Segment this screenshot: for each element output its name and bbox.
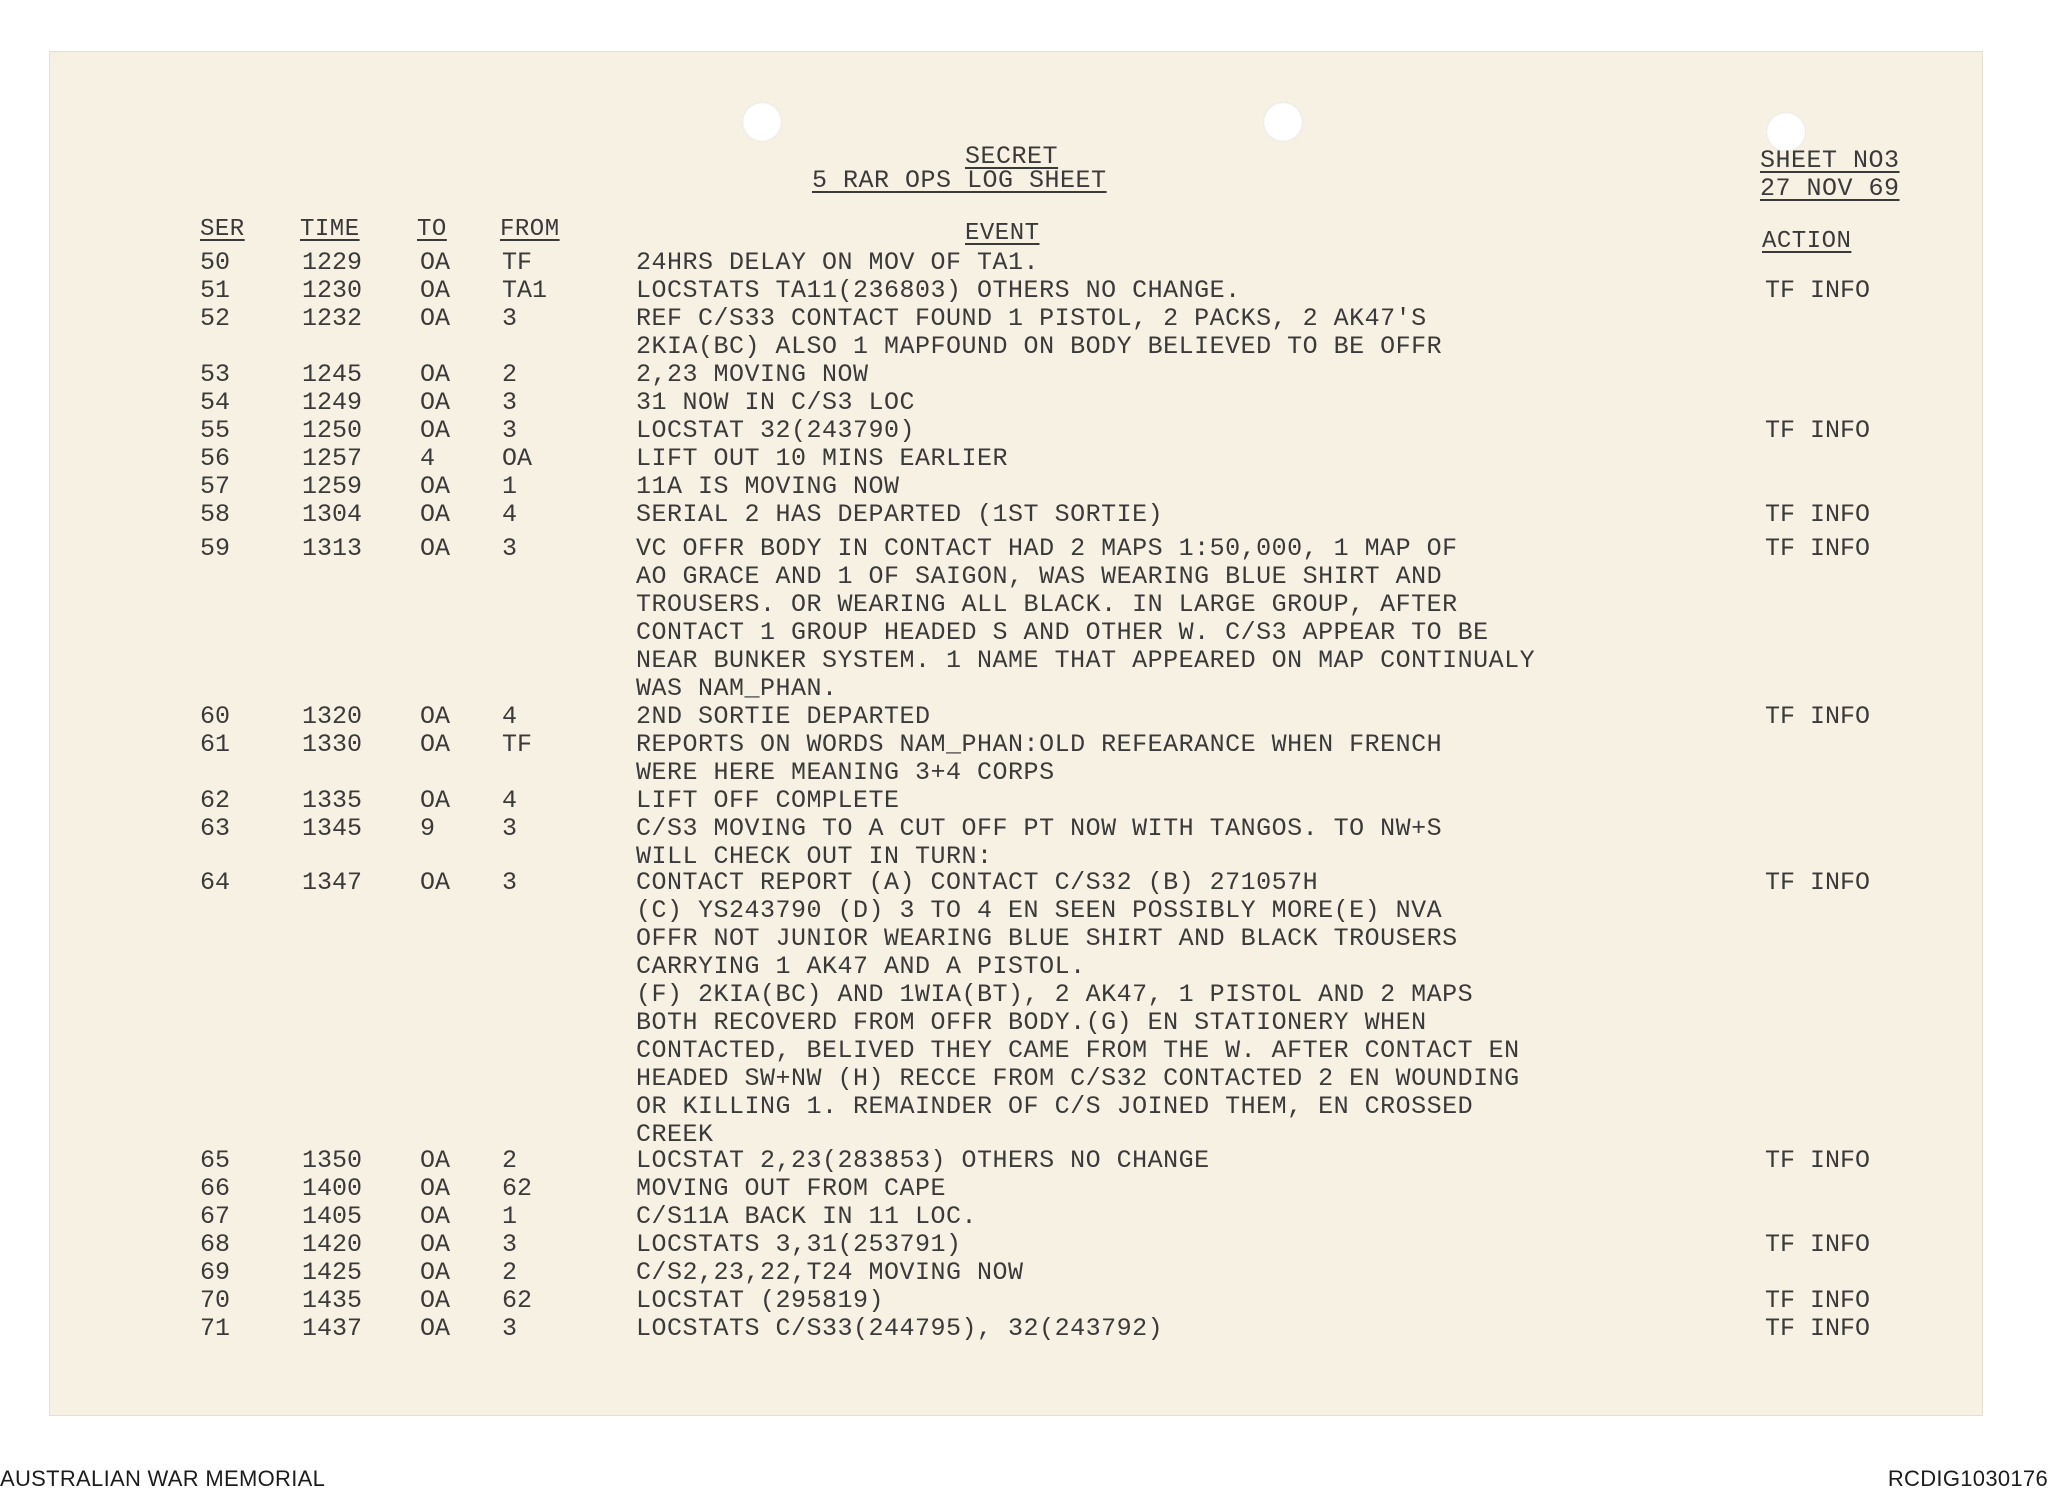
from-cell: 1 [502, 472, 518, 501]
column-header-ser: SER [200, 216, 245, 243]
event-line: OFFR NOT JUNIOR WEARING BLUE SHIRT AND BLACK TROUSERS [636, 924, 1458, 953]
time-cell: 1345 [302, 814, 363, 843]
time-cell: 1347 [302, 868, 363, 897]
to-cell: OA [420, 304, 451, 333]
time-cell: 1313 [302, 534, 363, 563]
action-cell: TF INFO [1765, 1230, 1871, 1259]
column-header-to: TO [417, 216, 447, 243]
from-cell: 2 [502, 1258, 518, 1287]
ser-cell: 68 [200, 1230, 231, 1259]
event-line: 11A IS MOVING NOW [636, 472, 900, 501]
ser-cell: 59 [200, 534, 231, 563]
from-cell: 4 [502, 786, 518, 815]
action-cell: TF INFO [1765, 276, 1871, 305]
event-line: MOVING OUT FROM CAPE [636, 1174, 947, 1203]
to-cell: OA [420, 1314, 451, 1343]
to-cell: OA [420, 276, 451, 305]
from-cell: 3 [502, 1230, 518, 1259]
event-line: (C) YS243790 (D) 3 TO 4 EN SEEN POSSIBLY MORE(E) NVA [636, 896, 1443, 925]
ser-cell: 58 [200, 500, 231, 529]
event-line: OR KILLING 1. REMAINDER OF C/S JOINED THEM, EN CROSSED [636, 1092, 1474, 1121]
from-cell: 3 [502, 534, 518, 563]
from-cell: 3 [502, 388, 518, 417]
from-cell: 3 [502, 868, 518, 897]
time-cell: 1330 [302, 730, 363, 759]
from-cell: 62 [502, 1174, 533, 1203]
event-line: REPORTS ON WORDS NAM_PHAN:OLD REFEARANCE WHEN FRENCH [636, 730, 1443, 759]
sheet-number: SHEET NO3 [1760, 146, 1900, 175]
to-cell: OA [420, 868, 451, 897]
event-line: CONTACTED, BELIVED THEY CAME FROM THE W. AFTER CONTACT EN [636, 1036, 1520, 1065]
event-line: 24HRS DELAY ON MOV OF TA1. [636, 248, 1040, 277]
event-line: 2,23 MOVING NOW [636, 360, 869, 389]
punch-hole [742, 102, 782, 142]
page-title: 5 RAR OPS LOG SHEET [812, 166, 1107, 195]
event-line: C/S11A BACK IN 11 LOC. [636, 1202, 978, 1231]
to-cell: OA [420, 1258, 451, 1287]
from-cell: 3 [502, 304, 518, 333]
ser-cell: 55 [200, 416, 231, 445]
event-line: (F) 2KIA(BC) AND 1WIA(BT), 2 AK47, 1 PISTOL AND 2 MAPS [636, 980, 1474, 1009]
ser-cell: 71 [200, 1314, 231, 1343]
to-cell: OA [420, 1202, 451, 1231]
event-line: LIFT OFF COMPLETE [636, 786, 900, 815]
event-line: LIFT OUT 10 MINS EARLIER [636, 444, 1009, 473]
event-line: CREEK [636, 1120, 714, 1149]
event-line: WILL CHECK OUT IN TURN: [636, 842, 993, 871]
event-line: LOCSTATS 3,31(253791) [636, 1230, 962, 1259]
event-line: CONTACT 1 GROUP HEADED S AND OTHER W. C/S3 APPEAR TO BE [636, 618, 1489, 647]
from-cell: 4 [502, 500, 518, 529]
to-cell: OA [420, 534, 451, 563]
time-cell: 1335 [302, 786, 363, 815]
from-cell: 62 [502, 1286, 533, 1315]
from-cell: 1 [502, 1202, 518, 1231]
punch-hole [1263, 102, 1303, 142]
ser-cell: 60 [200, 702, 231, 731]
event-line: SERIAL 2 HAS DEPARTED (1ST SORTIE) [636, 500, 1164, 529]
time-cell: 1259 [302, 472, 363, 501]
event-line: LOCSTATS C/S33(244795), 32(243792) [636, 1314, 1164, 1343]
ser-cell: 51 [200, 276, 231, 305]
ser-cell: 61 [200, 730, 231, 759]
to-cell: OA [420, 500, 451, 529]
to-cell: OA [420, 472, 451, 501]
to-cell: OA [420, 730, 451, 759]
time-cell: 1304 [302, 500, 363, 529]
column-header-time: TIME [300, 216, 360, 243]
from-cell: 3 [502, 1314, 518, 1343]
to-cell: OA [420, 1286, 451, 1315]
to-cell: OA [420, 1230, 451, 1259]
action-cell: TF INFO [1765, 1286, 1871, 1315]
ser-cell: 53 [200, 360, 231, 389]
event-line: TROUSERS. OR WEARING ALL BLACK. IN LARGE GROUP, AFTER [636, 590, 1458, 619]
action-cell: TF INFO [1765, 500, 1871, 529]
action-cell: TF INFO [1765, 702, 1871, 731]
column-header-from: FROM [500, 216, 560, 243]
event-line: NEAR BUNKER SYSTEM. 1 NAME THAT APPEARED ON MAP CONTINUALY [636, 646, 1536, 675]
ser-cell: 67 [200, 1202, 231, 1231]
time-cell: 1257 [302, 444, 363, 473]
time-cell: 1250 [302, 416, 363, 445]
time-cell: 1230 [302, 276, 363, 305]
time-cell: 1350 [302, 1146, 363, 1175]
to-cell: OA [420, 1146, 451, 1175]
institution-label: AUSTRALIAN WAR MEMORIAL [0, 1466, 326, 1491]
ser-cell: 70 [200, 1286, 231, 1315]
time-cell: 1425 [302, 1258, 363, 1287]
ser-cell: 66 [200, 1174, 231, 1203]
from-cell: TF [502, 248, 533, 277]
ser-cell: 57 [200, 472, 231, 501]
event-line: C/S3 MOVING TO A CUT OFF PT NOW WITH TANGOS. TO NW+S [636, 814, 1443, 843]
event-line: VC OFFR BODY IN CONTACT HAD 2 MAPS 1:50,000, 1 MAP OF [636, 534, 1458, 563]
action-cell: TF INFO [1765, 868, 1871, 897]
event-line: AO GRACE AND 1 OF SAIGON, WAS WEARING BLUE SHIRT AND [636, 562, 1443, 591]
column-header-event: EVENT [965, 220, 1040, 247]
time-cell: 1249 [302, 388, 363, 417]
to-cell: OA [420, 1174, 451, 1203]
to-cell: OA [420, 248, 451, 277]
ser-cell: 64 [200, 868, 231, 897]
time-cell: 1420 [302, 1230, 363, 1259]
from-cell: 2 [502, 360, 518, 389]
event-line: LOCSTATS TA11(236803) OTHERS NO CHANGE. [636, 276, 1241, 305]
action-cell: TF INFO [1765, 416, 1871, 445]
event-line: REF C/S33 CONTACT FOUND 1 PISTOL, 2 PACKS, 2 AK47'S [636, 304, 1427, 333]
action-cell: TF INFO [1765, 1146, 1871, 1175]
event-line: LOCSTAT 32(243790) [636, 416, 916, 445]
from-cell: 3 [502, 814, 518, 843]
event-line: LOCSTAT (295819) [636, 1286, 885, 1315]
event-line: HEADED SW+NW (H) RECCE FROM C/S32 CONTACTED 2 EN WOUNDING [636, 1064, 1520, 1093]
time-cell: 1320 [302, 702, 363, 731]
ser-cell: 54 [200, 388, 231, 417]
to-cell: OA [420, 388, 451, 417]
time-cell: 1232 [302, 304, 363, 333]
from-cell: 4 [502, 702, 518, 731]
to-cell: OA [420, 360, 451, 389]
sheet-date: 27 NOV 69 [1760, 174, 1900, 203]
ser-cell: 62 [200, 786, 231, 815]
event-line: CARRYING 1 AK47 AND A PISTOL. [636, 952, 1086, 981]
event-line: 31 NOW IN C/S3 LOC [636, 388, 916, 417]
ser-cell: 56 [200, 444, 231, 473]
ser-cell: 69 [200, 1258, 231, 1287]
ser-cell: 52 [200, 304, 231, 333]
time-cell: 1245 [302, 360, 363, 389]
to-cell: OA [420, 702, 451, 731]
event-line: WERE HERE MEANING 3+4 CORPS [636, 758, 1055, 787]
from-cell: TA1 [502, 276, 548, 305]
event-line: WAS NAM_PHAN. [636, 674, 838, 703]
record-reference: RCDIG1030176 [1887, 1466, 2048, 1491]
time-cell: 1405 [302, 1202, 363, 1231]
to-cell: OA [420, 416, 451, 445]
event-line: LOCSTAT 2,23(283853) OTHERS NO CHANGE [636, 1146, 1210, 1175]
time-cell: 1229 [302, 248, 363, 277]
from-cell: OA [502, 444, 533, 473]
event-line: 2ND SORTIE DEPARTED [636, 702, 931, 731]
event-line: C/S2,23,22,T24 MOVING NOW [636, 1258, 1024, 1287]
ser-cell: 50 [200, 248, 231, 277]
event-line: 2KIA(BC) ALSO 1 MAPFOUND ON BODY BELIEVED TO BE OFFR [636, 332, 1443, 361]
time-cell: 1437 [302, 1314, 363, 1343]
event-line: CONTACT REPORT (A) CONTACT C/S32 (B) 271057H [636, 868, 1319, 897]
action-cell: TF INFO [1765, 1314, 1871, 1343]
time-cell: 1400 [302, 1174, 363, 1203]
event-line: BOTH RECOVERD FROM OFFR BODY.(G) EN STATIONERY WHEN [636, 1008, 1427, 1037]
time-cell: 1435 [302, 1286, 363, 1315]
from-cell: 2 [502, 1146, 518, 1175]
to-cell: 9 [420, 814, 436, 843]
ser-cell: 65 [200, 1146, 231, 1175]
from-cell: TF [502, 730, 533, 759]
to-cell: OA [420, 786, 451, 815]
column-header-action: ACTION [1762, 228, 1852, 255]
to-cell: 4 [420, 444, 436, 473]
ser-cell: 63 [200, 814, 231, 843]
classification-label: SECRET [965, 142, 1059, 171]
from-cell: 3 [502, 416, 518, 445]
action-cell: TF INFO [1765, 534, 1871, 563]
